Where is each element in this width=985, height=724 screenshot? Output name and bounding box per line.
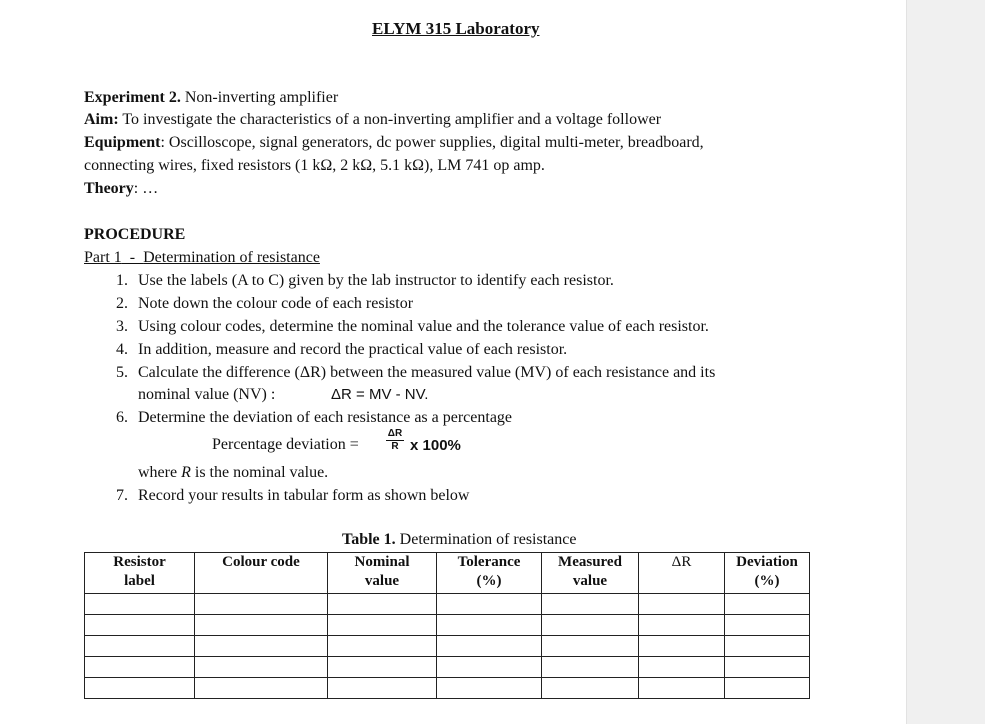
table-row bbox=[85, 615, 810, 636]
step-text: Record your results in tabular form as shown below bbox=[138, 487, 470, 504]
header-tolerance: Tolerance (%) bbox=[437, 553, 542, 594]
step-text: Using colour codes, determine the nominal value and the tolerance value of each resistor. bbox=[138, 318, 709, 335]
part1-heading bbox=[84, 249, 320, 267]
theory-label: Theory bbox=[84, 180, 134, 197]
table-row bbox=[85, 657, 810, 678]
part1-separator: - bbox=[121, 249, 144, 266]
equipment-text: : Oscilloscope, signal generators, dc power supplies, digital multi-meter, breadboard, bbox=[160, 134, 704, 151]
step-number: 3. bbox=[116, 318, 128, 335]
aim-line bbox=[84, 111, 661, 129]
theory-line bbox=[84, 180, 158, 198]
table-row bbox=[85, 678, 810, 699]
step-text: In addition, measure and record the practical value of each resistor. bbox=[138, 341, 568, 358]
step-text: Use the labels (A to C) given by the lab instructor to identify each resistor. bbox=[138, 272, 614, 289]
step-5-continuation: nominal value (NV) : bbox=[138, 386, 276, 403]
step-number: 1. bbox=[116, 272, 128, 289]
difference-formula: ΔR = MV - NV. bbox=[331, 386, 429, 403]
table-caption-label: Table 1. bbox=[342, 531, 396, 548]
deviation-multiplier: x 100% bbox=[410, 437, 461, 454]
fraction-denominator: R bbox=[391, 441, 399, 452]
equipment-line-2: connecting wires, fixed resistors (1 kΩ, 2 kΩ, 5.1 kΩ), LM 741 op amp. bbox=[84, 157, 545, 174]
deviation-formula-label: Percentage deviation = bbox=[212, 436, 359, 453]
experiment-line bbox=[84, 89, 338, 107]
step-number: 4. bbox=[116, 341, 128, 358]
equipment-line bbox=[84, 134, 704, 152]
results-table bbox=[84, 552, 810, 699]
step-number: 5. bbox=[116, 364, 128, 381]
equipment-label: Equipment bbox=[84, 134, 161, 151]
where-prefix: where bbox=[138, 464, 182, 481]
step-text: Note down the colour code of each resistor bbox=[138, 295, 414, 312]
header-deviation: Deviation (%) bbox=[725, 553, 810, 594]
aim-text: To investigate the characteristics of a non-inverting amplifier and a voltage follower bbox=[118, 111, 662, 128]
step-text: Determine the deviation of each resistance as a percentage bbox=[138, 409, 513, 426]
step-number: 2. bbox=[116, 295, 128, 312]
viewer-side-panel bbox=[906, 0, 985, 724]
fraction-numerator: ΔR bbox=[387, 428, 403, 439]
table-caption-text: Determination of resistance bbox=[395, 531, 577, 548]
aim-label: Aim: bbox=[84, 111, 119, 128]
header-delta-r: ΔR bbox=[639, 553, 725, 594]
step-number: 7. bbox=[116, 487, 128, 504]
experiment-text: Non-inverting amplifier bbox=[180, 89, 339, 106]
header-resistor-label: Resistor label bbox=[85, 553, 195, 594]
table-row bbox=[85, 636, 810, 657]
where-variable: R bbox=[181, 464, 191, 481]
table-header-row bbox=[85, 553, 810, 594]
where-suffix: is the nominal value. bbox=[190, 464, 329, 481]
part1-title: Determination of resistance bbox=[143, 249, 320, 266]
header-nominal-value: Nominal value bbox=[328, 553, 437, 594]
header-colour-code: Colour code bbox=[195, 553, 328, 594]
where-line bbox=[138, 464, 328, 482]
page-title: ELYM 315 Laboratory bbox=[372, 19, 540, 38]
theory-text: : … bbox=[133, 180, 159, 197]
step-text: Calculate the difference (ΔR) between the measured value (MV) of each resistance and its bbox=[138, 364, 716, 381]
table-row bbox=[85, 594, 810, 615]
part1-label: Part 1 bbox=[84, 249, 122, 266]
deviation-fraction bbox=[384, 428, 406, 452]
table-caption bbox=[342, 531, 576, 549]
step-number: 6. bbox=[116, 409, 128, 426]
header-measured-value: Measured value bbox=[542, 553, 639, 594]
procedure-heading: PROCEDURE bbox=[84, 226, 186, 243]
experiment-label: Experiment 2. bbox=[84, 89, 181, 106]
